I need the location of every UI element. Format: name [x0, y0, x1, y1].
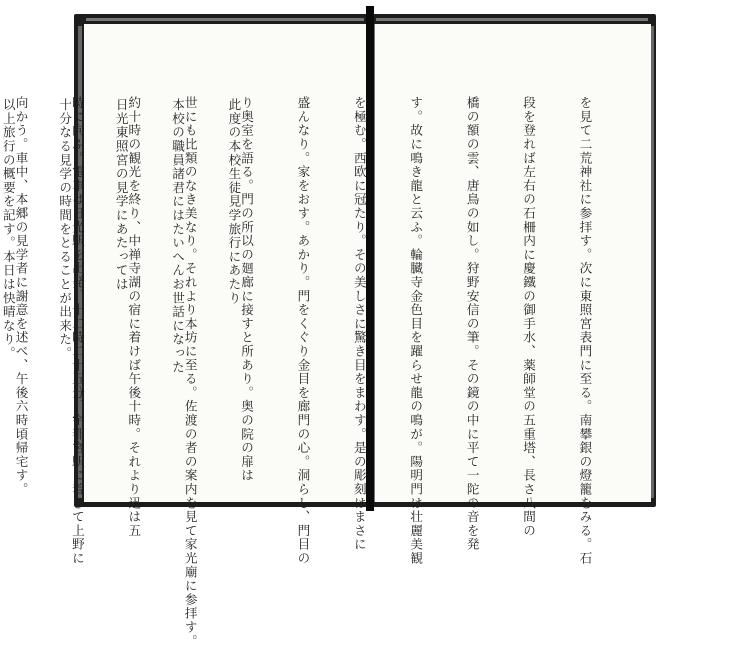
left-line: 本校の職員諸君にはたいへんお世話になった — [170, 98, 186, 374]
right-line: を極む。西欧に冠たり。その美しさに驚き目をまわす。是の彫刻はまさに — [351, 96, 367, 552]
right-line: り奥室を語る。門の所以の廻廊に接すと所あり。奥の院の扉は — [239, 96, 255, 483]
left-line: 十分なる見学の時間をとることが出来た。 — [57, 98, 73, 361]
right-line: 時に向ふ。電車は日光駅を出発、十二時二十五分、宇都宮駅に着きて上野に — [69, 96, 85, 566]
left-line: 以上旅行の概要を記す。本日は快晴なり。 — [0, 98, 16, 361]
right-page-handwritten-text — [0, 96, 631, 648]
right-page-top-edge — [376, 18, 648, 21]
right-line: 盛んなり。家をおす。あかり。門をくぐり金目を廊門の心。洞らし、門目の — [295, 96, 311, 566]
left-line: 此度の本校生徒見学旅行にあたり — [226, 98, 242, 305]
right-line: 世にも比類のなき美なり。それより本坊に至る。佐渡の者の案内を見て家光廟に参拝す。 — [182, 96, 198, 648]
left-line: 日光東照宮の見学にあたっては — [113, 98, 129, 292]
right-line: を見て二荒神社に参拝す。次に東照宮表門に至る。南攀銀の燈籠をみる。石 — [577, 96, 593, 566]
left-page-top-edge — [86, 18, 364, 21]
right-line: 段を登れば左右の石柵内に慶鐵の御手水、薬師堂の五重塔、長さ八間の — [521, 96, 537, 538]
right-line: 向かう。車中、本郷の見学者に謝意を述べ、午後六時頃帰宅す。 — [13, 96, 29, 497]
right-line: す。故に鳴き龍と云ふ。輪臓寺金色目を躍らせ龍の鳴が。陽明門は壮麗美観 — [408, 96, 424, 566]
right-line: 橋の額の雲、唐鳥の如し。狩野安信の筆。その鏡の中に平て一陀の音を発 — [464, 96, 480, 552]
right-line: 約十時の観光を終り、中禅寺湖の宿に着けば午後十時。それより迅は五 — [126, 96, 142, 538]
open-book — [0, 6, 662, 648]
